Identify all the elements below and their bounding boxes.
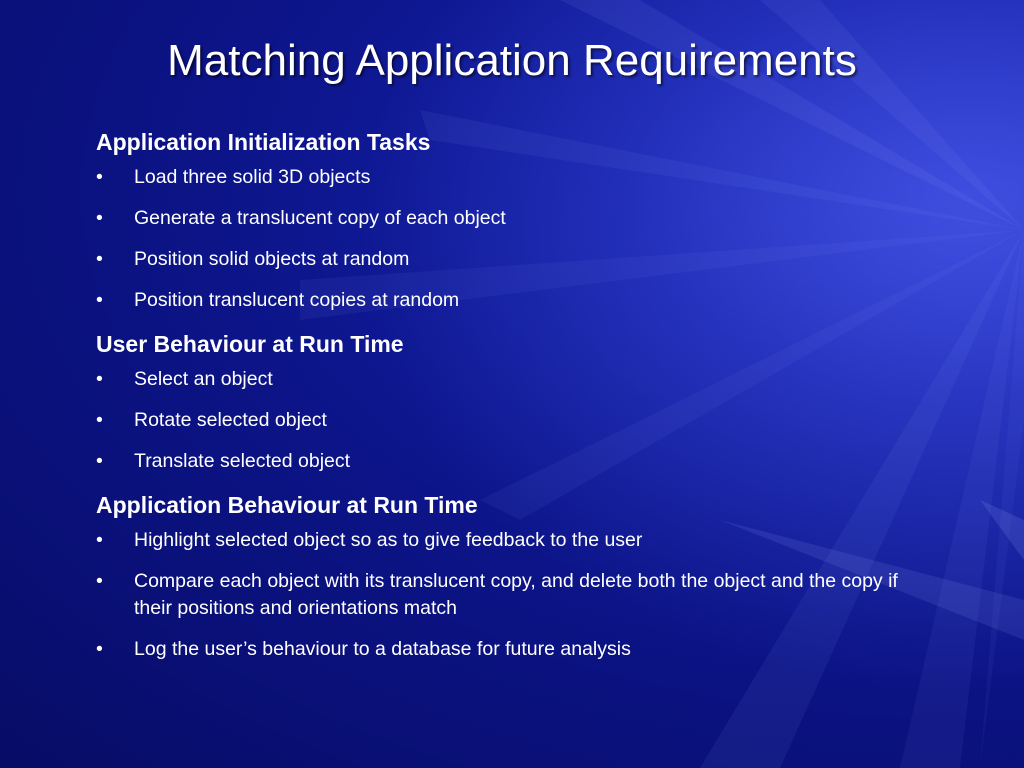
list-item	[96, 568, 936, 622]
list-item-text: Log the user’s behaviour to a database for future analysis	[134, 638, 631, 660]
section-heading: Application Behaviour at Run Time	[96, 492, 478, 518]
section-initialization	[96, 126, 936, 314]
bullet-icon: •	[96, 289, 103, 311]
list-item-text: Rotate selected object	[134, 409, 327, 431]
list-item-text: Compare each object with its translucent copy, and delete both the object and the copy if their positions and orientations match	[134, 570, 898, 619]
bullet-icon: •	[96, 638, 103, 660]
bullet-icon: •	[96, 450, 103, 472]
bullet-icon: •	[96, 529, 103, 551]
bullet-icon: •	[96, 368, 103, 390]
list-item-text: Position translucent copies at random	[134, 289, 460, 311]
section-heading: User Behaviour at Run Time	[96, 331, 404, 357]
list-item-text: Position solid objects at random	[134, 248, 410, 270]
list-item-text: Highlight selected object so as to give feedback to the user	[134, 529, 643, 551]
list-item	[96, 527, 936, 554]
list-item-text: Select an object	[134, 368, 273, 390]
list-item	[96, 164, 936, 191]
bullet-icon: •	[96, 207, 103, 229]
bullet-icon: •	[96, 570, 103, 592]
list-item	[96, 636, 936, 663]
list-item-text: Load three solid 3D objects	[134, 166, 371, 188]
slide-content	[96, 126, 936, 677]
list-item	[96, 287, 936, 314]
bullet-icon: •	[96, 248, 103, 270]
list-item	[96, 448, 936, 475]
section-user-behaviour	[96, 328, 936, 475]
bullet-icon: •	[96, 166, 103, 188]
list-item-text: Generate a translucent copy of each object	[134, 207, 506, 229]
list-item	[96, 407, 936, 434]
bullet-icon: •	[96, 409, 103, 431]
section-heading: Application Initialization Tasks	[96, 129, 431, 155]
list-item	[96, 246, 936, 273]
section-application-behaviour	[96, 489, 936, 663]
list-item-text: Translate selected object	[134, 450, 351, 472]
list-item	[96, 366, 936, 393]
slide-title: Matching Application Requirements	[167, 36, 857, 85]
list-item	[96, 205, 936, 232]
